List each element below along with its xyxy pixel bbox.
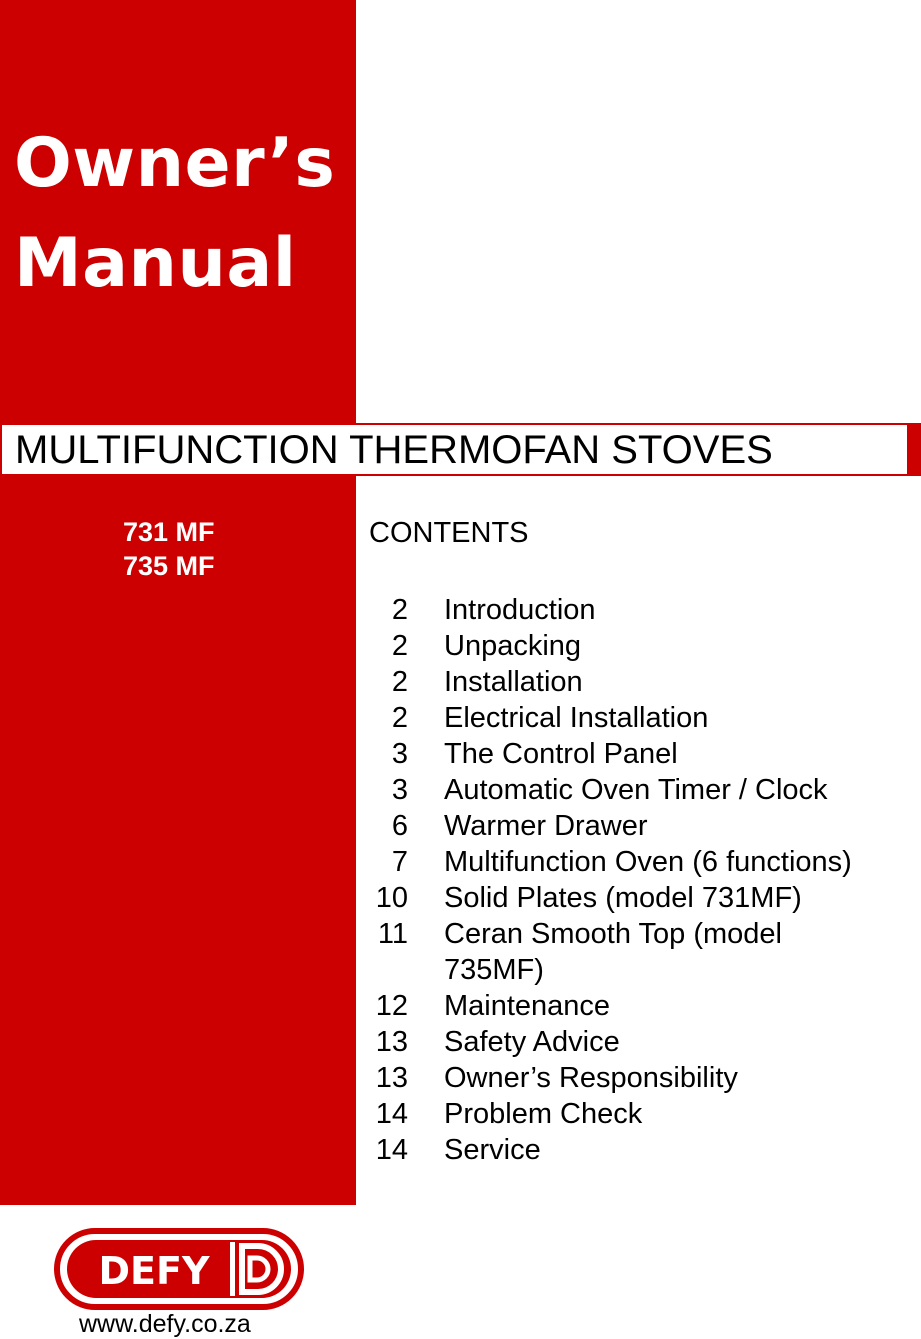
toc-entry-label: Automatic Oven Timer / Clock [444, 774, 828, 806]
toc-entry [372, 808, 912, 844]
toc-page-number: 2 [391, 594, 408, 626]
toc-entry-label: Problem Check [444, 1098, 643, 1130]
toc-page-number: 3 [391, 738, 408, 770]
toc-entry-label: Solid Plates (model 731MF) [444, 882, 802, 914]
table-of-contents [372, 592, 912, 1168]
toc-entry [372, 880, 912, 916]
website-url: www.defy.co.za [79, 1310, 251, 1338]
product-line-subtitle: MULTIFUNCTION THERMOFAN STOVES [15, 428, 773, 472]
toc-entry-label: Electrical Installation [444, 702, 709, 734]
toc-entry-label: Warmer Drawer [444, 810, 648, 842]
toc-entry-label: Installation [444, 666, 583, 698]
toc-entry-label: Owner’s Responsibility [444, 1062, 738, 1094]
toc-entry [372, 628, 912, 664]
toc-page-number: 10 [375, 882, 408, 914]
toc-entry [372, 916, 912, 988]
manual-title-line-2: Manual [14, 224, 297, 303]
toc-page-number: 2 [391, 666, 408, 698]
model-number: 731 MF [123, 517, 215, 547]
toc-page-number: 7 [391, 846, 408, 878]
toc-entry [372, 988, 912, 1024]
toc-entry-label: Service [444, 1134, 541, 1166]
toc-entry-label: Introduction [444, 594, 596, 626]
toc-entry [372, 1060, 912, 1096]
toc-page-number: 12 [375, 990, 408, 1022]
toc-page-number: 11 [377, 918, 408, 950]
manual-title-line-1: Owner’s [14, 124, 336, 203]
toc-page-number: 13 [375, 1062, 408, 1094]
toc-page-number: 14 [375, 1134, 408, 1166]
logo-divider-bar [230, 1242, 235, 1296]
toc-entry-label: Safety Advice [444, 1026, 620, 1058]
toc-entry-label: Maintenance [444, 990, 611, 1022]
toc-entry [372, 1024, 912, 1060]
toc-entry [372, 592, 912, 628]
toc-page-number: 2 [391, 630, 408, 662]
toc-entry-label: The Control Panel [444, 738, 678, 770]
toc-page-number: 6 [391, 810, 408, 842]
toc-entry [372, 664, 912, 700]
model-number: 735 MF [123, 551, 215, 581]
toc-entry [372, 700, 912, 736]
model-numbers [123, 515, 215, 583]
defy-logo [54, 1226, 304, 1312]
toc-entry-label: Unpacking [444, 630, 582, 662]
toc-page-number: 2 [391, 702, 408, 734]
toc-entry-label: Ceran Smooth Top (model 735MF) [444, 918, 782, 986]
contents-heading: CONTENTS [369, 517, 529, 549]
toc-entry-label: Multifunction Oven (6 functions) [444, 846, 852, 878]
toc-entry [372, 1132, 912, 1168]
toc-page-number: 3 [391, 774, 408, 806]
toc-entry [372, 736, 912, 772]
toc-entry [372, 844, 912, 880]
toc-entry [372, 772, 912, 808]
logo-wordmark: DEFY [98, 1249, 210, 1293]
toc-entry [372, 1096, 912, 1132]
toc-page-number: 14 [375, 1098, 408, 1130]
toc-page-number: 13 [375, 1026, 408, 1058]
